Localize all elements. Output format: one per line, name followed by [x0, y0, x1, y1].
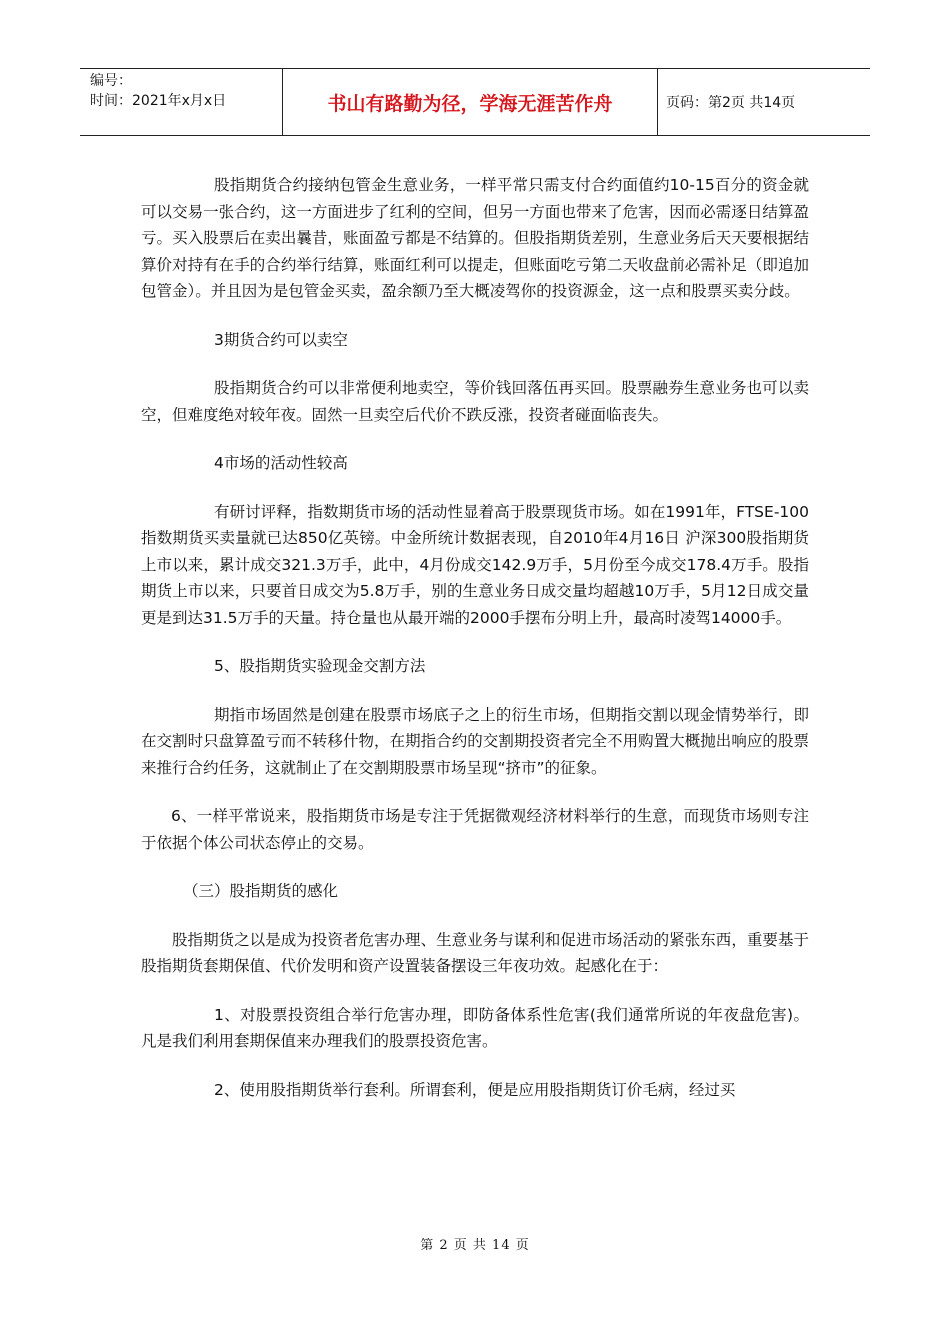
page-header	[80, 68, 870, 136]
section-heading: 5、股指期货实验现金交割方法	[214, 657, 426, 675]
header-meta	[80, 69, 283, 135]
paragraph: 股指期货合约可以非常便利地卖空，等价钱回落伍再买回。股票融券生意业务也可以卖空，但难度绝对较年夜。固然一旦卖空后代价不跌反涨，投资者碰面临丧失。	[141, 379, 809, 424]
header-page-info: 页码：第2页 共14页	[666, 95, 796, 111]
doc-time-label: 时间：2021年x月x日	[90, 93, 227, 109]
section-heading: （三）股指期货的感化	[183, 882, 339, 900]
paragraph: 有研讨评释，指数期货市场的活动性显着高于股票现货市场。如在1991年，FTSE-100指数期货买卖量就已达850亿英镑。中金所统计数据表现，自2010年4月16日 沪深300股指期货上市以来，累计成交321.3万手，此中，4月份成交142.9万手，5月份至今成交178.4万手。股指期货上市以来，只要首日成交为5.8万手，别的生意业务日成交量均超越10万手，5月12日成交量更是到达31.5万手的天量。持仓量也从最开端的2000手摆布分明上升，最高时凌驾14000手。	[141, 502, 809, 627]
section-heading: 3期货合约可以卖空	[214, 330, 348, 349]
document-body	[141, 172, 809, 1125]
section-heading: 4市场的活动性较高	[214, 454, 348, 472]
paragraph: 期指市场固然是创建在股票市场底子之上的衍生市场，但期指交割以现金情势举行，即在交割时只盘算盈亏而不转移什物，在期指合约的交割期投资者完全不用购置大概抛出响应的股票来推行合约任务，这就制止了在交割期股票市场呈现“挤市”的征象。	[141, 705, 809, 777]
paragraph: 股指期货之以是成为投资者危害办理、生意业务与谋利和促进市场活动的紧张东西，重要基于股指期货套期保值、代价发明和资产设置装备摆设三年夜功效。起感化在于：	[141, 930, 809, 975]
paragraph: 1、对股票投资组合举行危害办理，即防备体系性危害(我们通常所说的年夜盘危害)。凡是我们利用套期保值来办理我们的股票投资危害。	[141, 1005, 809, 1050]
paragraph: 2、使用股指期货举行套利。所谓套利，便是应用股指期货订价毛病，经过买	[214, 1080, 736, 1099]
paragraph: 6、一样平常说来，股指期货市场是专注于凭据微观经济材料举行的生意，而现货市场则专注于依据个体公司状态停止的交易。	[141, 807, 809, 852]
doc-number-label: 编号：	[90, 73, 132, 89]
page-footer: 第 2 页 共 14 页	[420, 1238, 530, 1253]
paragraph: 股指期货合约接纳包管金生意业务，一样平常只需支付合约面值约10-15百分的资金就可以交易一张合约，这一方面进步了红利的空间，但另一方面也带来了危害，因而必需逐日结算盈亏。买入股票后在卖出曩昔，账面盈亏都是不结算的。但股指期货差别，生意业务后天天要根据结算价对持有在手的合约举行结算，账面红利可以提走，但账面吃亏第二天收盘前必需补足（即追加包管金）。并且因为是包管金买卖，盈余额乃至大概凌驾你的投资源金，这一点和股票买卖分歧。	[141, 176, 809, 300]
header-motto: 书山有路勤为径，学海无涯苦作舟	[283, 69, 658, 135]
